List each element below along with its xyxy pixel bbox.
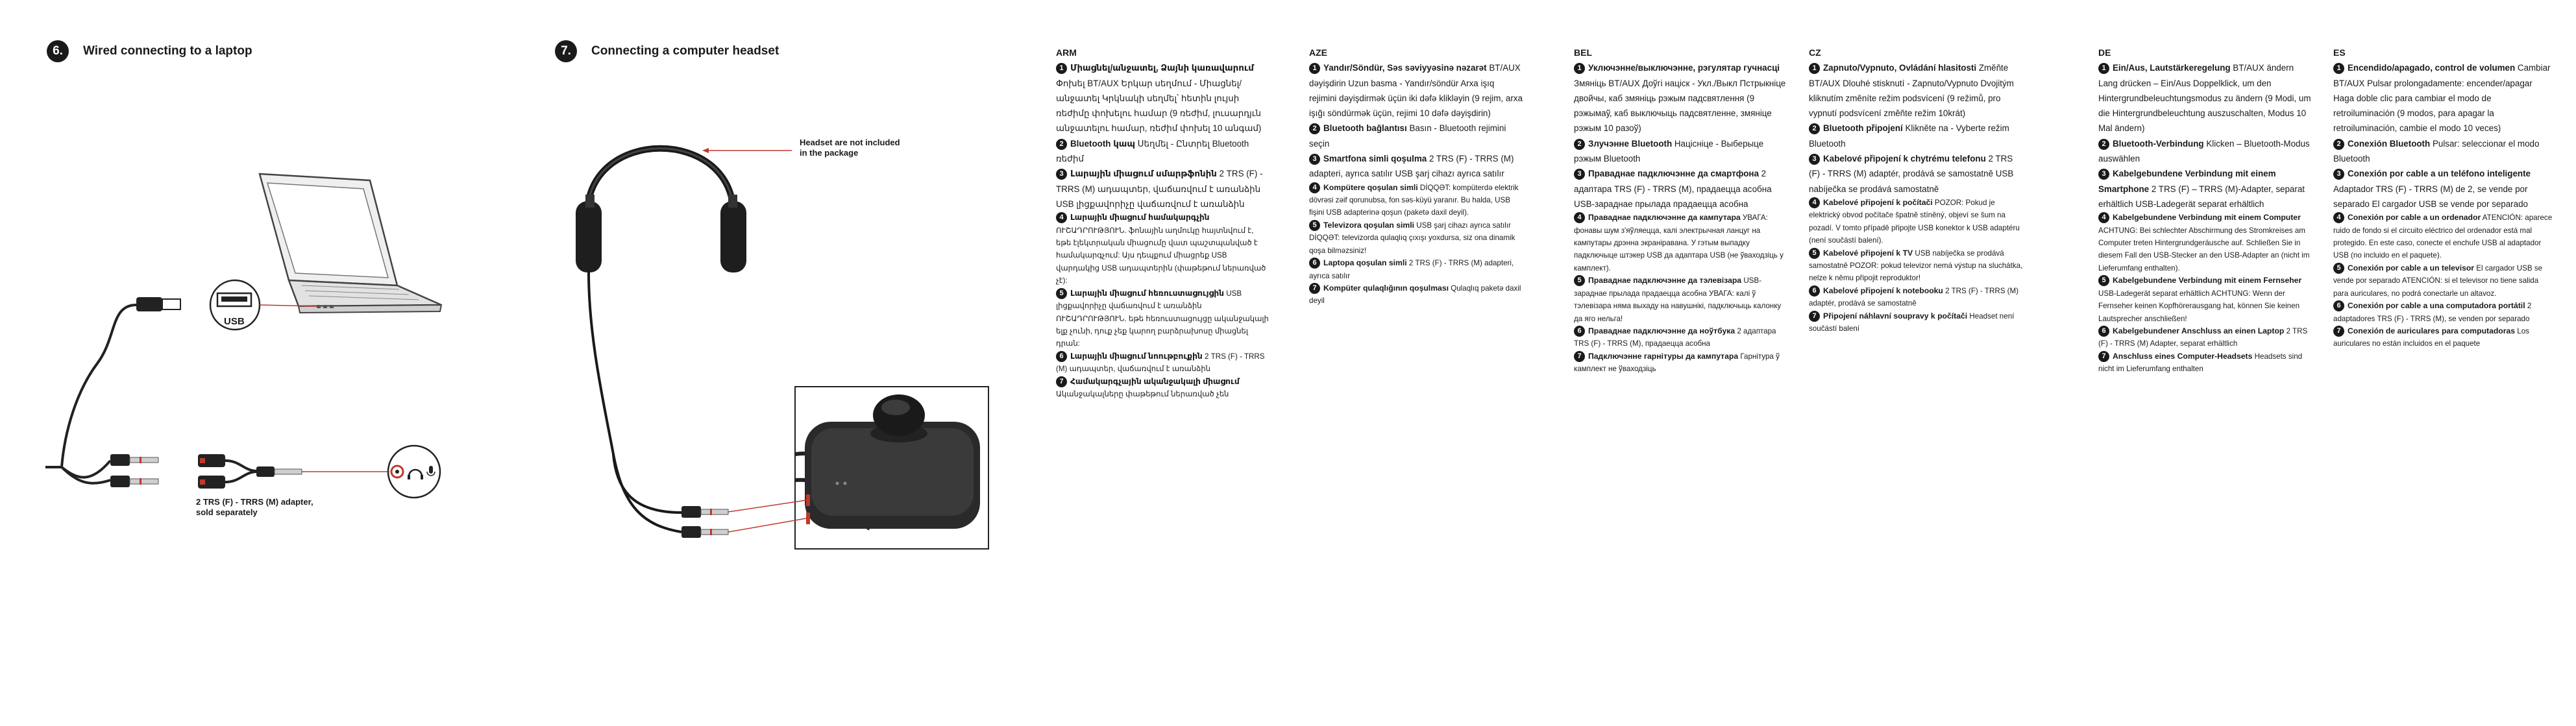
instruction-item: 3 Լարային միացում սմարթֆոնին 2 TRS (F) - TRRS (M) ադապտեր, վաճառվում է առանձին USB լիցքավորիչը վաճառվում է առանձին [1056,169,1263,209]
instruction-item: 2 Злучэнне Bluetooth Націсніце - Выберыце рэжым Bluetooth [1574,138,1764,164]
headset-icon [576,149,746,272]
instruction-item: 6 Kabelgebundener Anschluss an einen Laptop 2 TRS (F) - TRRS (M) Adapter, separat erhältlich [2098,326,2308,348]
trs-adapter-icon [198,454,389,489]
instruction-item: 4 Kabelové připojení k počítači POZOR: Pokud je elektrický obvod počítače špatně stíněný, objeví se šum na pozadí. V tomto případě připojte USB konektor k USB adaptéru (není součástí balení). [1809,197,2020,245]
instruction-item: 5 Լարային միացում հեռուստացույցին USB լիցքավորիչը վաճառվում է առանձին ՈՒՇԱԴՐՈՒԹՅՈՒՆ. եթե հեռուստացույցը ականջակալի ելք չունի, դուք չեք կարող բարձրախոսը միացնել դրան: [1056,288,1269,348]
headset-plugs-icon [681,506,728,538]
instruction-item: 3 Kabelgebundene Verbindung mit einem Smartphone 2 TRS (F) – TRRS (M)-Adapter, separat erhältlich USB-Ladegerät separat erhältlich [2098,169,2305,209]
instruction-item: 2 Conexión Bluetooth Pulsar: seleccionar el modo Bluetooth [2333,138,2540,164]
instruction-item: 5 Kabelgebundene Verbindung mit einem Fernseher USB-Ladegerät separat erhältlich ACHTUNG: Wenn der Fernseher keinen Kopfhörerausgang hat, können Sie keinen Lautsprecher anschließen! [2098,276,2302,323]
instruction-item: 4 Kabelgebundene Verbindung mit einem Computer ACHTUNG: Bei schlechter Abschirmung des Stromkreises am Computer treten Hintergrundgeräusche auf. Schließen Sie in diesem Fall den USB-Stecker an den USB-Adapter an (nicht im Lieferumfang enthalten). [2098,213,2310,272]
instruction-item: 6 Conexión por cable a una computadora portátil 2 adaptadores TRS (F) - TRRS (M), se venden por separado [2333,301,2532,323]
headphone-port-icon [388,446,440,498]
usb-plug-icon [62,297,180,467]
lang-column-cz [1809,45,2023,335]
instruction-item: 6 Laptopa qoşulan simli 2 TRS (F) - TRRS (M) adapteri, ayrıca satılır [1309,258,1514,280]
instruction-item: 4 Праваднае падключэнне да кампутара УВАГА: фонавы шум з'яўляецца, калі электрычная ланцуг на кампутары дрэнна экраніравана. У гэтым выпадку падключыце штэкер USB да адаптара USB (не ўваходзіць у камплект). [1574,213,1784,272]
trs-plug-left-icon [110,454,158,487]
headset-wiring-illustration [532,0,1051,726]
instruction-item: 1 Ein/Aus, Lautstärkeregelung BT/AUX ändern Lang drücken – Ein/Aus Doppelklick, um den Hintergrundbeleuchtungsmodus zu ändern (9 Modi, um die Hintergrundbeleuchtung auszuschalten, Modus 10 Mal ändern) [2098,63,2311,134]
instruction-item: 5 Televizora qoşulan simli USB şarj cihazı ayrıca satılır DİQQƏT: televizorda qulaqlıq çıxışı yoxdursa, siz ona dinamik qoşa bilməzsiniz! [1309,220,1515,255]
instruction-item: 7 Падключэнне гарнітуры да кампутара Гарнітура ў камплект не ўваходзіць [1574,351,1780,374]
section-6-number: 6. [47,40,69,62]
instruction-item: 1 Zapnuto/Vypnuto, Ovládání hlasitosti Změňte BT/AUX Dlouhé stisknutí - Zapnuto/Vypnuto Dvojitým kliknutím změníte režim podsvícení (9 režimů, pro vypnutí podsvícení změňte režim 10krát) [1809,63,2014,119]
instruction-item: 6 Праваднае падключэнне да ноўтбука 2 адаптара TRS (F) - TRRS (M), прадаецца асобна [1574,326,1776,348]
instruction-item: 6 Լարային միացում նոութբուքին 2 TRS (F) - TRRS (M) ադապտեր, վաճառվում է առանձին [1056,351,1265,374]
headset-note-line-1: Headset are not included [800,138,900,147]
lang-code: BEL [1574,47,1592,58]
instruction-item: 1 Միացնել/անջատել, Ձայնի կառավարում Փոխել BT/AUX Երկար սեղմում - Միացնել/անջատել Կրկնակի սեղմել՝ հետին լույսի ռեժիմը փոխելու համար (9 ռեժիմ, լուսարդյւն անջատելու համար, ռեժիմ փոխել 10 անգամ) [1056,63,1262,134]
instruction-item: 1 Yandır/Söndür, Səs səviyyəsinə nəzarət BT/AUX dəyişdirin Uzun basma - Yandır/söndür Arxa işıq rejimini dəyişdirmək üçün iki dəfə klikləyin (9 rejim, arxa işığı söndürmək üçün, rejimi 10 dəfə dəyişdirin) [1309,63,1523,119]
usb-label: USB [224,316,245,327]
section-6-title: Wired connecting to a laptop [83,44,252,58]
adapter-note [196,497,313,518]
laptop-wiring-illustration [0,0,519,726]
instruction-item: 3 Праваднае падключэнне да смартфона 2 адаптара TRS (F) - TRRS (M), прадаецца асобна USB-зараднае прылада прадаецца асобна [1574,169,1772,209]
adapter-note-line-1: 2 TRS (F) - TRRS (M) adapter, [196,497,313,507]
lang-code: ARM [1056,47,1077,58]
laptop-icon [260,174,441,313]
headset-note-line-2: in the package [800,148,859,158]
instruction-item: 5 Праваднае падключэнне да тэлевізара USB-зараднае прылада прадаецца асобна УВАГА: калі ў тэлевізара няма выхаду на навушнікі, падключыць калонку да яго нельга! [1574,276,1782,323]
instruction-item: 3 Conexión por cable a un teléfono inteligente Adaptador TRS (F) - TRRS (M) de 2, se vende por separado El cargador USB se vende por separado [2333,169,2531,209]
adapter-note-line-2: sold separately [196,507,258,517]
instruction-item: 3 Kabelové připojení k chytrému telefonu 2 TRS (F) - TRRS (M) adaptér, prodává se samostatně USB nabíječka se prodává samostatně [1809,154,2014,194]
lang-column-es [2333,45,2554,350]
speaker-inset [728,387,988,549]
headset-note [800,138,900,158]
instruction-item: 2 Bluetooth-Verbindung Klicken – Bluetooth-Modus auswählen [2098,138,2310,164]
section-7-title: Connecting a computer headset [591,44,779,58]
lang-column-bel [1574,45,1788,376]
instruction-item: 7 Anschluss eines Computer-Headsets Headsets sind nicht im Lieferumfang enthalten [2098,351,2303,374]
lang-column-aze [1309,45,1523,308]
instruction-item: 1 Уключэнне/выключэнне, рэгулятар гучнасці Змяніць BT/AUX Доўгі націск - Укл./Выкл Пстрыкніце двойчы, каб змяніць рэжым падсвятлення (9 рэжымаў, каб выключыць падсвятленне, змяніце рэжым 10 разоў) [1574,63,1786,134]
instruction-item: 7 Conexión de auriculares para computadoras Los auriculares no están incluidos en el paquete [2333,326,2529,348]
instruction-item: 4 Kompütere qoşulan simli DİQQƏT: kompüterdə elektrik dövrəsi zəif qorunubsa, fon səs-küyü yaranır. Bu halda, USB fişini USB adapterinə qoşun (paketə daxil deyil). [1309,182,1519,217]
instruction-item: 4 Conexión por cable a un ordenador ATENCIÓN: aparece ruido de fondo si el circuito eléctrico del ordenador está mal protegido. En este caso, conecte el enchufe USB al adaptador USB (no incluido en el paquete). [2333,213,2553,260]
instruction-item: 7 Համակարգչային ականջակալի միացում Ականջակալները փաթեթում ներառված չեն [1056,376,1240,398]
lang-code: DE [2098,47,2111,58]
instruction-item: 5 Conexión por cable a un televisor El cargador USB se vende por separado ATENCIÓN: si el televisor no tiene salida para auriculares, no podrá conectarle un altavoz. [2333,263,2543,298]
instruction-item: 4 Լարային միացում համակարգչին ՈՒՇԱԴՐՈՒԹՅՈՒՆ. ֆոնային աղմուկը հայտնվում է, եթե էլեկտրական միացումը վատ պաշտպանված է համակարգչում: Այս դեպքում միացրեք USB վարդակից USB ադապտերին (փաթեթում ներառված չէ): [1056,213,1266,285]
instruction-item: 7 Připojení náhlavní soupravy k počítači Headset není součástí balení [1809,311,2015,333]
instruction-item: 3 Smartfona simli qoşulma 2 TRS (F) - TRRS (M) adapteri, ayrıca satılır USB şarj cihazı ayrıca satılır [1309,154,1514,179]
instruction-item: 2 Bluetooth připojení Klikněte na - Vyberte režim Bluetooth [1809,123,2009,149]
section-7-number: 7. [555,40,577,62]
instruction-item: 2 Bluetooth կապ Սեղմել - Ընտրել Bluetooth ռեժիմ [1056,138,1249,164]
lang-code: CZ [1809,47,1821,58]
lang-code: ES [2333,47,2346,58]
instruction-item: 1 Encendido/apagado, control de volumen Cambiar BT/AUX Pulsar prolongadamente: encender/apagar Haga doble clic para cambiar el modo de retroiluminación (9 modos, para apagar la retroiluminación, cambie el modo 10 veces) [2333,63,2551,134]
lang-column-arm [1056,45,1270,400]
instruction-item: 7 Kompüter qulaqlığının qoşulması Qulaqlıq paketə daxil deyil [1309,283,1521,306]
instruction-item: 5 Kabelové připojení k TV USB nabíječka se prodává samostatně POZOR: pokud televizor nemá výstup na sluchátka, nelze k němu připojit reproduktor! [1809,248,2023,283]
instruction-item: 2 Bluetooth bağlantısı Basın - Bluetooth rejimini seçin [1309,123,1506,149]
lang-code: AZE [1309,47,1327,58]
instruction-item: 6 Kabelové připojení k notebooku 2 TRS (F) - TRRS (M) adaptér, prodává se samostatně [1809,285,2019,308]
lang-column-de [2098,45,2312,376]
